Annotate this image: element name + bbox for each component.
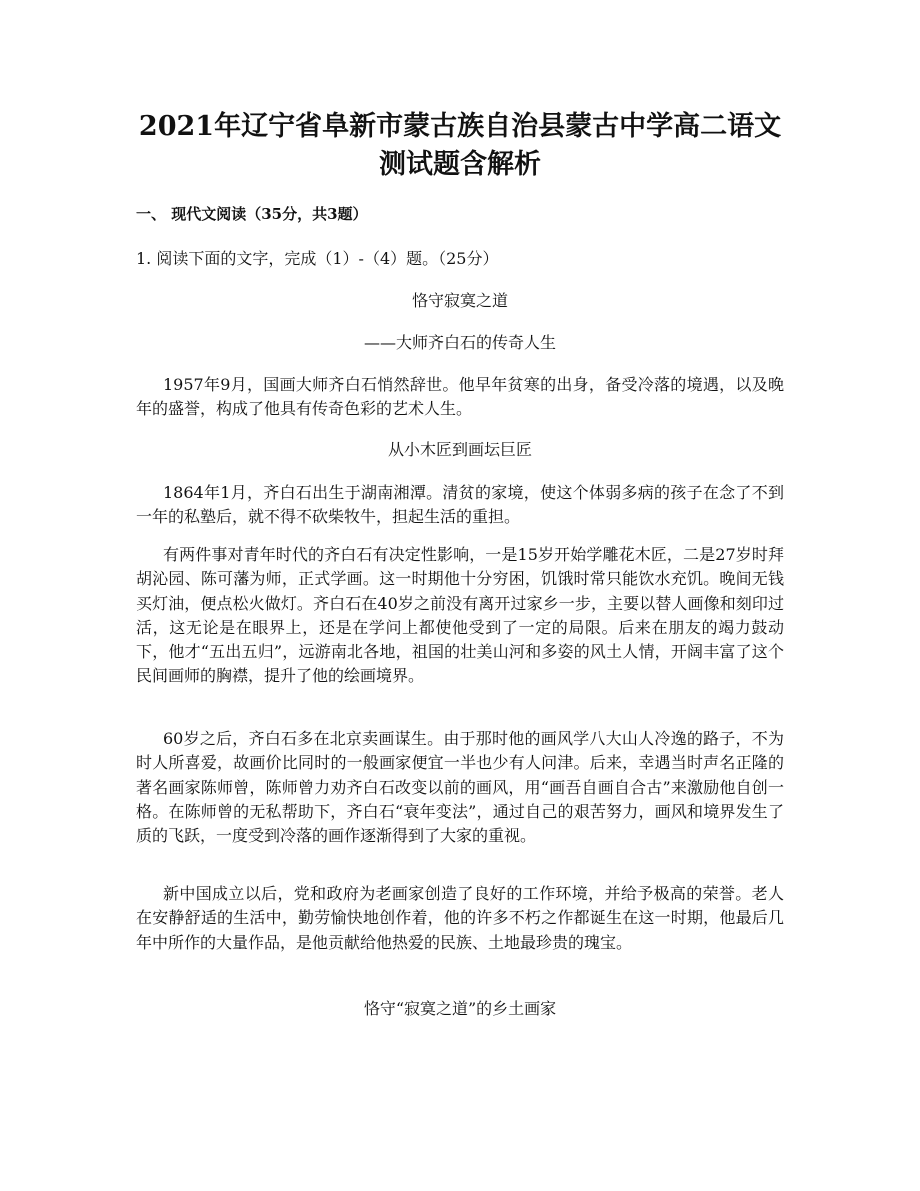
section-heading: 一、 现代文阅读（35分，共3题） [136, 205, 368, 223]
subheading-2: 恪守“寂寞之道”的乡土画家 [363, 999, 557, 1018]
title-line-1: 2021年辽宁省阜新市蒙古族自治县蒙古中学高二语文 [138, 111, 782, 142]
article-title: 恪守寂寞之道 [411, 291, 508, 310]
title-line-2: 测试题含解析 [379, 149, 541, 180]
paragraph-4: 60岁之后，齐白石多在北京卖画谋生。由于那时他的画风学八大山人冷逸的路子，不为时人所喜爱，故画价比同时的一般画家便宜一半也少有人问津。后来，幸遇当时声名正隆的著名画家陈师曾，陈师曾力劝齐白石改变以前的画风，用“画吾自画自合古”来激励他自创一格。在陈师曾的无私帮助下，齐白石“衰年变法”，通过自己的艰苦努力，画风和境界发生了质的飞跃，一度受到冷落的画作逐渐得到了大家的重视。 [136, 729, 784, 846]
subheading-1: 从小木匠到画坛巨匠 [387, 440, 532, 459]
paragraph-2: 1864年1月，齐白石出生于湖南湘潭。清贫的家境，使这个体弱多病的孩子在念了不到一年的私塾后，就不得不砍柴牧牛，担起生活的重担。 [136, 483, 784, 527]
question-prompt: 1. 阅读下面的文字，完成（1）-（4）题。（25分） [136, 249, 499, 268]
paragraph-5: 新中国成立以后，党和政府为老画家创造了良好的工作环境，并给予极高的荣誉。老人在安静舒适的生活中，勤劳愉快地创作着，他的许多不朽之作都诞生在这一时期，他最后几年中所作的大量作品，是他贡献给他热爱的民族、土地最珍贵的瑰宝。 [136, 884, 784, 952]
document-title [80, 108, 840, 184]
article-subtitle: ——大师齐白石的传奇人生 [363, 333, 556, 352]
paragraph-3: 有两件事对青年时代的齐白石有决定性影响，一是15岁开始学雕花木匠，二是27岁时拜胡沁园、陈可藩为师，正式学画。这一时期他十分穷困，饥饿时常只能饮水充饥。晚间无钱买灯油，便点松火做灯。齐白石在40岁之前没有离开过家乡一步，主要以替人画像和刻印过活，这无论是在眼界上，还是在学问上都使他受到了一定的局限。后来在朋友的竭力鼓动下，他才“五出五归”，远游南北各地，祖国的壮美山河和多姿的风土人情，开阔丰富了这个民间画师的胸襟，提升了他的绘画境界。 [136, 545, 784, 686]
paragraph-1: 1957年9月，国画大师齐白石悄然辞世。他早年贫寒的出身，备受冷落的境遇，以及晚年的盛誉，构成了他具有传奇色彩的艺术人生。 [136, 375, 784, 419]
